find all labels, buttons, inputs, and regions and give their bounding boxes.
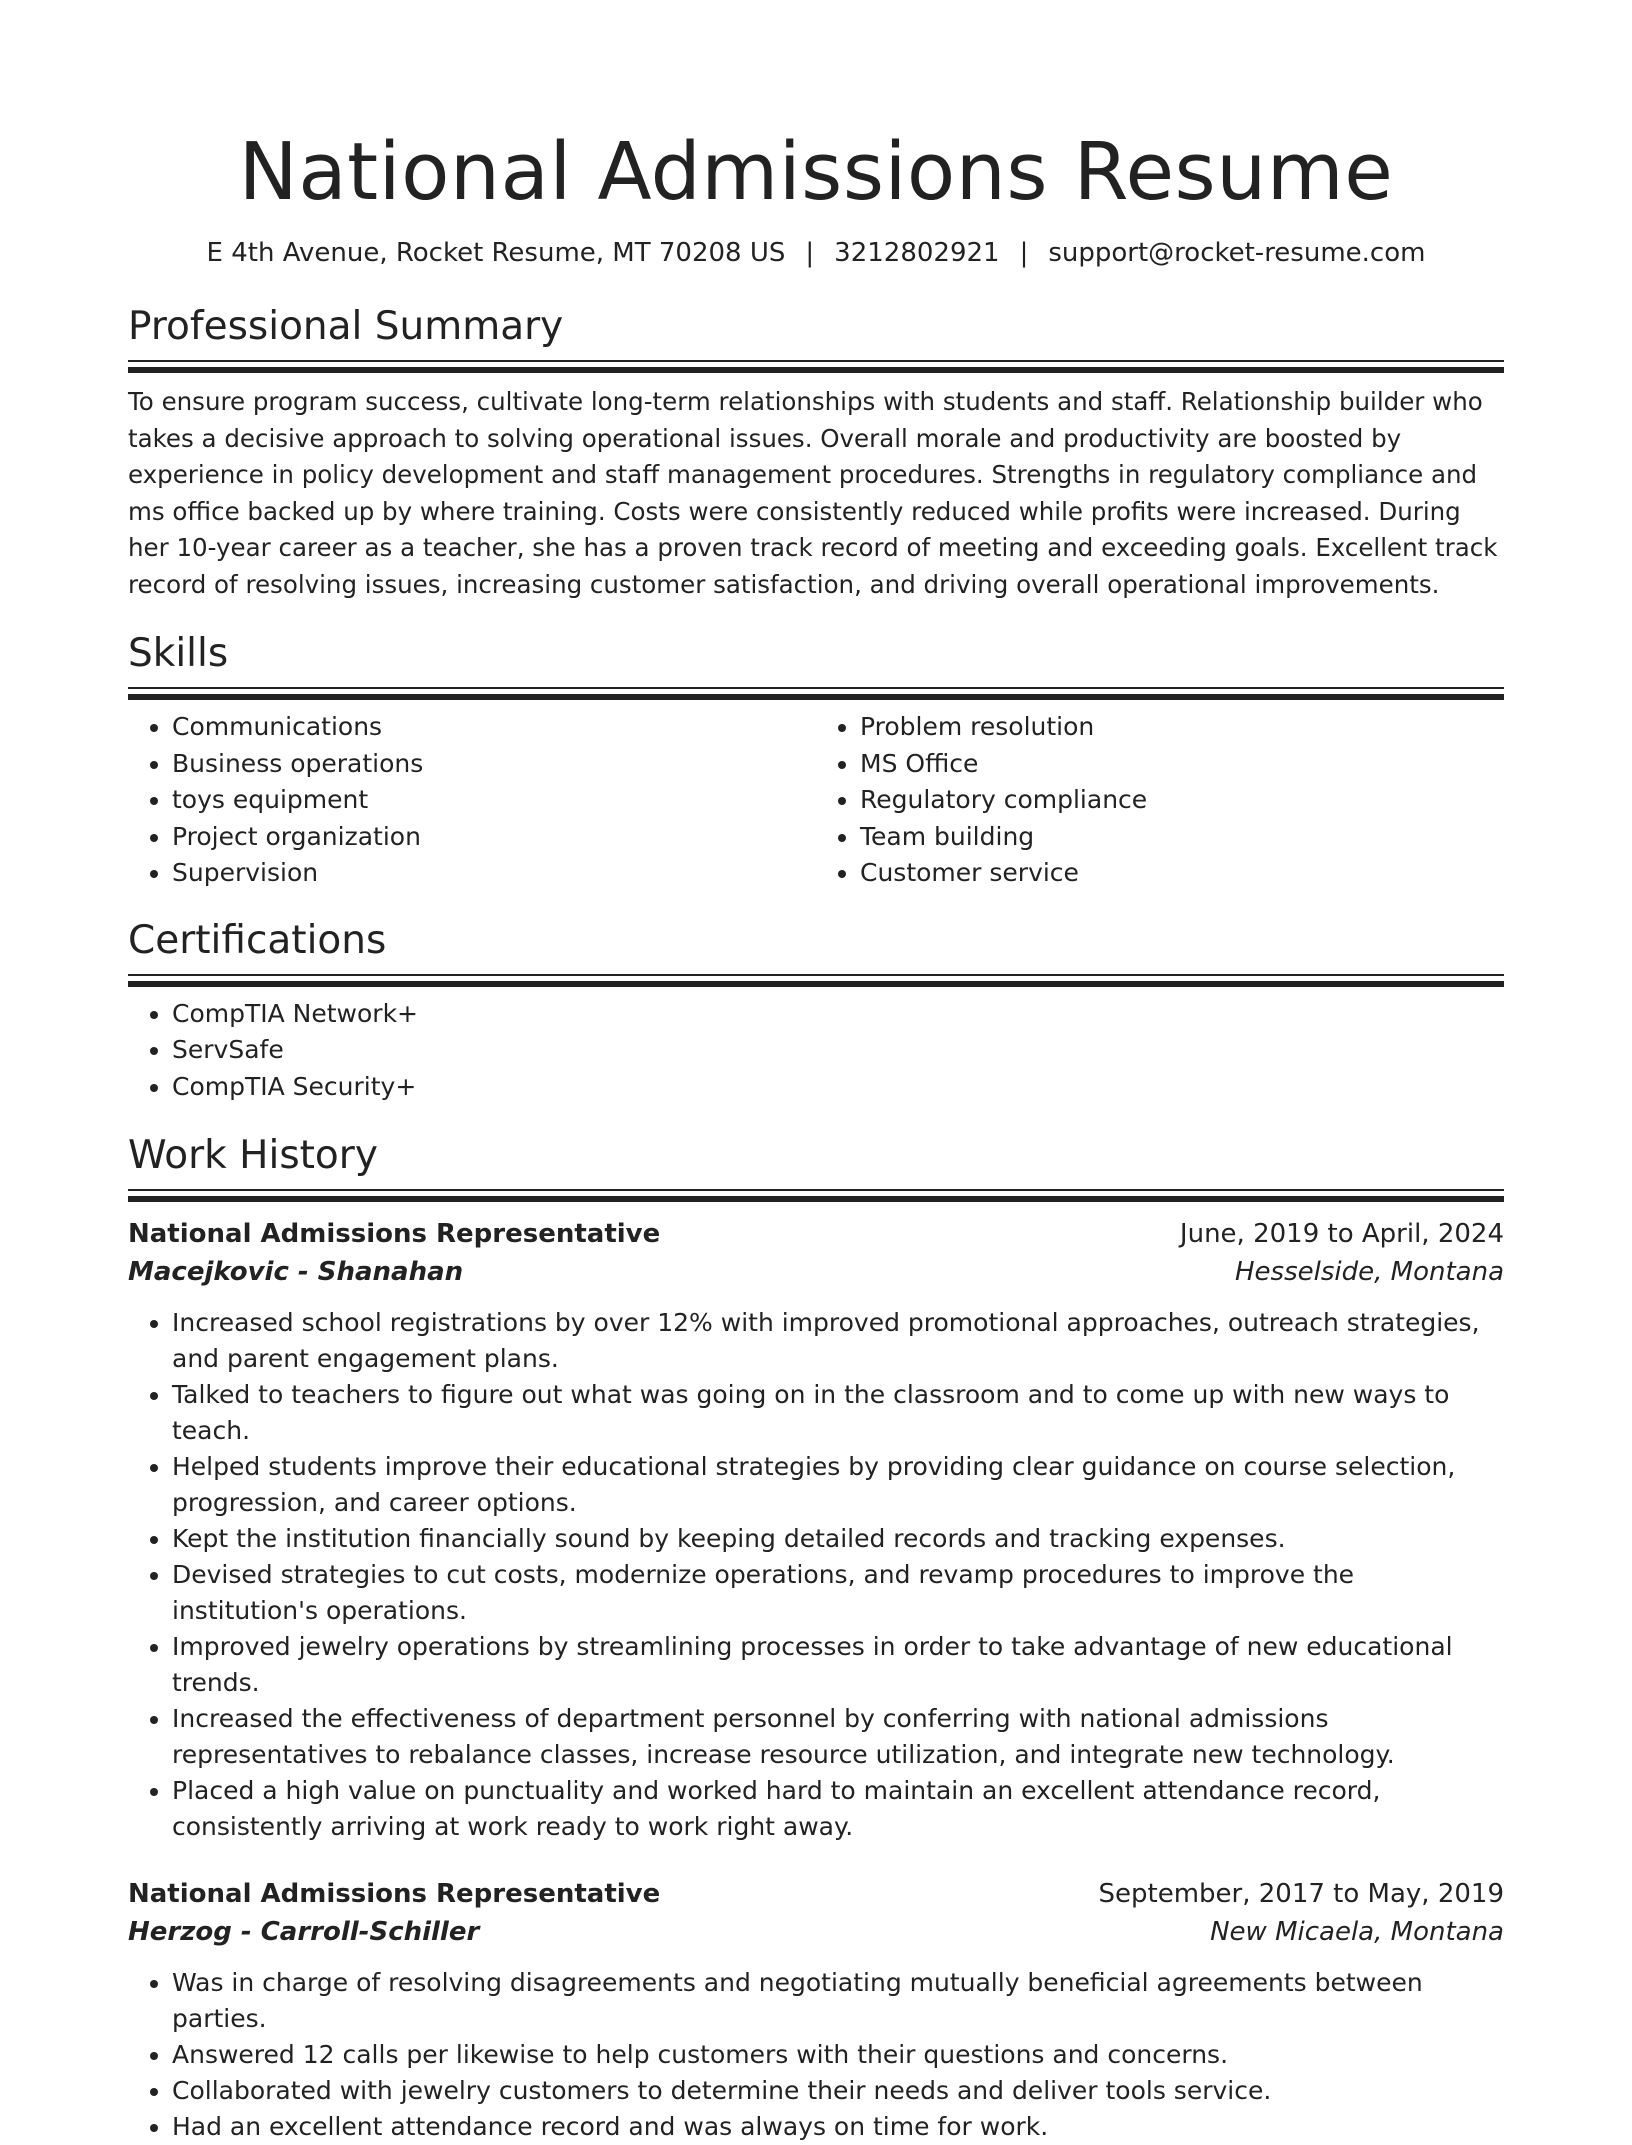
job-entry bbox=[128, 1875, 1504, 2145]
resume-title: National Admissions Resume bbox=[238, 126, 1394, 218]
skills-list-right bbox=[816, 709, 1504, 892]
section-divider bbox=[128, 1189, 1504, 1203]
resume-page bbox=[128, 0, 1504, 2145]
job-bullets bbox=[128, 1965, 1504, 2145]
job-bullet: • Helped students improve their educational strategies by providing clear guidance on course selection, progression, and career options. bbox=[172, 1449, 1504, 1521]
section-divider bbox=[128, 360, 1504, 374]
job-bullet: • Had an excellent attendance record and was always on time for work. bbox=[172, 2109, 1504, 2145]
job-dates: June, 2019 to April, 2024 bbox=[1179, 1219, 1504, 1249]
section-divider bbox=[128, 974, 1504, 988]
skill-item: • Project organization bbox=[172, 819, 816, 856]
contact-email: support@rocket-resume.com bbox=[1048, 238, 1426, 268]
job-bullet: • Was in charge of resolving disagreements and negotiating mutually beneficial agreements between parties. bbox=[172, 1965, 1504, 2037]
job-bullet: • Increased school registrations by over 12% with improved promotional approaches, outreach strategies, and parent engagement plans. bbox=[172, 1305, 1504, 1377]
skill-item: • Business operations bbox=[172, 746, 816, 783]
job-location: Hesselside, Montana bbox=[1234, 1257, 1504, 1287]
job-title: National Admissions Representative bbox=[128, 1219, 661, 1249]
section-title-skills: Skills bbox=[128, 631, 229, 676]
work-history-section bbox=[128, 1133, 1504, 2145]
job-subheader bbox=[128, 1253, 1504, 1291]
section-title-summary: Professional Summary bbox=[128, 304, 564, 349]
certification-item: • ServSafe bbox=[172, 1032, 1504, 1069]
contact-separator: | bbox=[1019, 238, 1029, 268]
job-title: National Admissions Representative bbox=[128, 1879, 661, 1909]
skills-section bbox=[128, 631, 1504, 892]
job-company: Macejkovic - Shanahan bbox=[128, 1257, 464, 1287]
job-company: Herzog - Carroll-Schiller bbox=[128, 1917, 480, 1947]
section-divider bbox=[128, 687, 1504, 701]
job-bullet: • Placed a high value on punctuality and worked hard to maintain an excellent attendance record, consistently arriving at work ready to work right away. bbox=[172, 1773, 1504, 1845]
job-entry bbox=[128, 1215, 1504, 1845]
skill-item: • Regulatory compliance bbox=[860, 782, 1504, 819]
job-location: New Micaela, Montana bbox=[1210, 1917, 1504, 1947]
certification-item: • CompTIA Network+ bbox=[172, 996, 1504, 1033]
contact-address: E 4th Avenue, Rocket Resume, MT 70208 US bbox=[206, 238, 786, 268]
job-bullet: • Devised strategies to cut costs, modernize operations, and revamp procedures to improve the institution's operations. bbox=[172, 1557, 1504, 1629]
summary-text: To ensure program success, cultivate long-term relationships with students and staff. Relationship builder who takes a decisive approach to solving operational issues. Overall morale and productivity are boosted by experience in policy development and staff management procedures. Strengths in regulatory compliance and ms office backed up by where training. Costs were consistently reduced while profits were increased. During her 10-year career as a teacher, she has a proven track record of meeting and exceeding goals. Excellent track record of resolving issues, increasing customer satisfaction, and driving overall operational improvements. bbox=[128, 387, 1498, 599]
contact-line bbox=[128, 236, 1504, 270]
job-subheader bbox=[128, 1913, 1504, 1951]
contact-separator: | bbox=[805, 238, 815, 268]
job-bullet: • Increased the effectiveness of department personnel by conferring with national admissions representatives to rebalance classes, increase resource utilization, and integrate new technology. bbox=[172, 1701, 1504, 1773]
job-header bbox=[128, 1215, 1504, 1253]
skill-item: • Problem resolution bbox=[860, 709, 1504, 746]
job-bullet: • Kept the institution financially sound by keeping detailed records and tracking expenses. bbox=[172, 1521, 1504, 1557]
skill-item: • Communications bbox=[172, 709, 816, 746]
skill-item: • Team building bbox=[860, 819, 1504, 856]
job-bullet: • Talked to teachers to figure out what was going on in the classroom and to come up with new ways to teach. bbox=[172, 1377, 1504, 1449]
job-bullet: • Improved jewelry operations by streamlining processes in order to take advantage of new educational trends. bbox=[172, 1629, 1504, 1701]
certification-item: • CompTIA Security+ bbox=[172, 1069, 1504, 1106]
job-bullets bbox=[128, 1305, 1504, 1845]
certifications-list bbox=[128, 996, 1504, 1106]
job-header bbox=[128, 1875, 1504, 1913]
contact-phone: 3212802921 bbox=[834, 238, 1000, 268]
job-dates: September, 2017 to May, 2019 bbox=[1098, 1879, 1504, 1909]
skills-list-left bbox=[128, 709, 816, 892]
section-title-work-history: Work History bbox=[128, 1133, 378, 1178]
summary-section bbox=[128, 304, 1504, 603]
skills-columns bbox=[128, 709, 1504, 892]
section-title-certifications: Certifications bbox=[128, 917, 387, 963]
job-bullet: • Answered 12 calls per likewise to help customers with their questions and concerns. bbox=[172, 2037, 1504, 2073]
certifications-section bbox=[128, 918, 1504, 1106]
skill-item: • Customer service bbox=[860, 855, 1504, 892]
skill-item: • MS Office bbox=[860, 746, 1504, 783]
job-bullet: • Collaborated with jewelry customers to determine their needs and deliver tools service. bbox=[172, 2073, 1504, 2109]
skill-item: • toys equipment bbox=[172, 782, 816, 819]
skill-item: • Supervision bbox=[172, 855, 816, 892]
